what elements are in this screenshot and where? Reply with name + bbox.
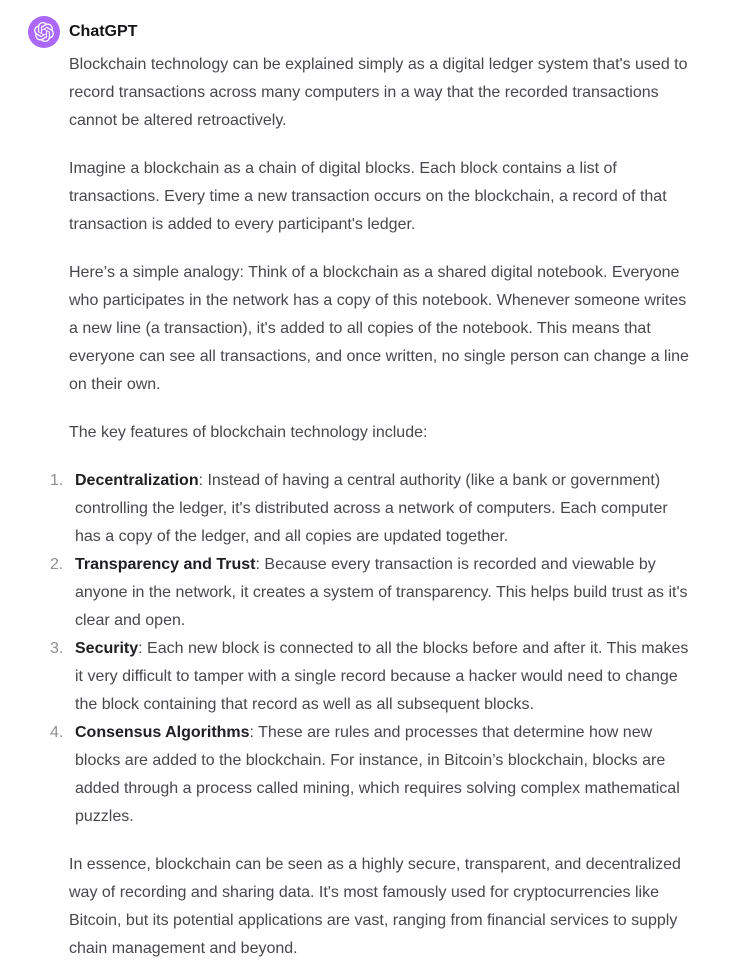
list-item-term: Decentralization xyxy=(75,472,199,489)
list-item-text xyxy=(75,551,689,635)
paragraph-intro: Blockchain technology can be explained simply as a digital ledger system that's used to record transactions across many computers in a way that the recorded transactions cannot be altered retroactively. xyxy=(69,56,688,129)
list-item xyxy=(50,635,689,719)
list-item xyxy=(50,719,689,831)
list-item-term: Transparency and Trust xyxy=(75,556,256,573)
message-header xyxy=(28,16,722,48)
list-item-text xyxy=(75,719,689,831)
list-marker: 1. xyxy=(50,472,64,489)
list-item-text xyxy=(75,635,689,719)
list-marker: 3. xyxy=(50,640,64,657)
list-item xyxy=(50,467,689,551)
list-item xyxy=(50,551,689,635)
list-item-text xyxy=(75,467,689,551)
list-marker: 4. xyxy=(50,724,64,741)
assistant-message xyxy=(28,16,722,963)
chatgpt-avatar xyxy=(28,16,60,48)
list-item-rest: : Because every transaction is recorded and viewable by anyone in the network, it creates a system of transparency. This helps build trust as it's clear and open. xyxy=(75,556,688,629)
assistant-name: ChatGPT xyxy=(69,23,138,40)
list-item-term: Security xyxy=(75,640,139,657)
paragraph-closing: In essence, blockchain can be seen as a highly secure, transparent, and decentralized way of recording and sharing data. It's most famously used for cryptocurrencies like Bitcoin, but its potential applications are vast, ranging from financial services to supply chain management and beyond. xyxy=(69,856,681,957)
openai-logo-icon xyxy=(34,22,54,42)
list-item-rest: : These are rules and processes that determine how new blocks are added to the blockchain. For instance, in Bitcoin’s blockchain, blocks are added through a process called mining, which requires solving complex mathematical puzzles. xyxy=(75,724,680,825)
list-marker: 2. xyxy=(50,556,64,573)
paragraph-analogy: Here’s a simple analogy: Think of a blockchain as a shared digital notebook. Everyone who participates in the network has a copy of this notebook. Whenever someone writes a new line (a transaction), it's added to all copies of the notebook. This means that everyone can see all transactions, and once written, no single person can change a line on their own. xyxy=(69,264,689,393)
paragraph-key-features-intro: The key features of blockchain technology include: xyxy=(69,424,428,441)
list-item-rest: : Each new block is connected to all the blocks before and after it. This makes it very difficult to tamper with a single record because a hacker would need to change the block containing that record as well as all subsequent blocks. xyxy=(75,640,689,713)
list-item-term: Consensus Algorithms xyxy=(75,724,250,741)
message-body xyxy=(50,51,689,963)
key-features-list xyxy=(50,467,689,831)
paragraph-chain-of-blocks: Imagine a blockchain as a chain of digital blocks. Each block contains a list of transactions. Every time a new transaction occurs on the blockchain, a record of that transaction is added to every participant's ledger. xyxy=(69,160,667,233)
list-item-rest: : Instead of having a central authority (like a bank or government) controlling the ledger, it's distributed across a network of computers. Each computer has a copy of the ledger, and all copies are updated together. xyxy=(75,472,668,545)
